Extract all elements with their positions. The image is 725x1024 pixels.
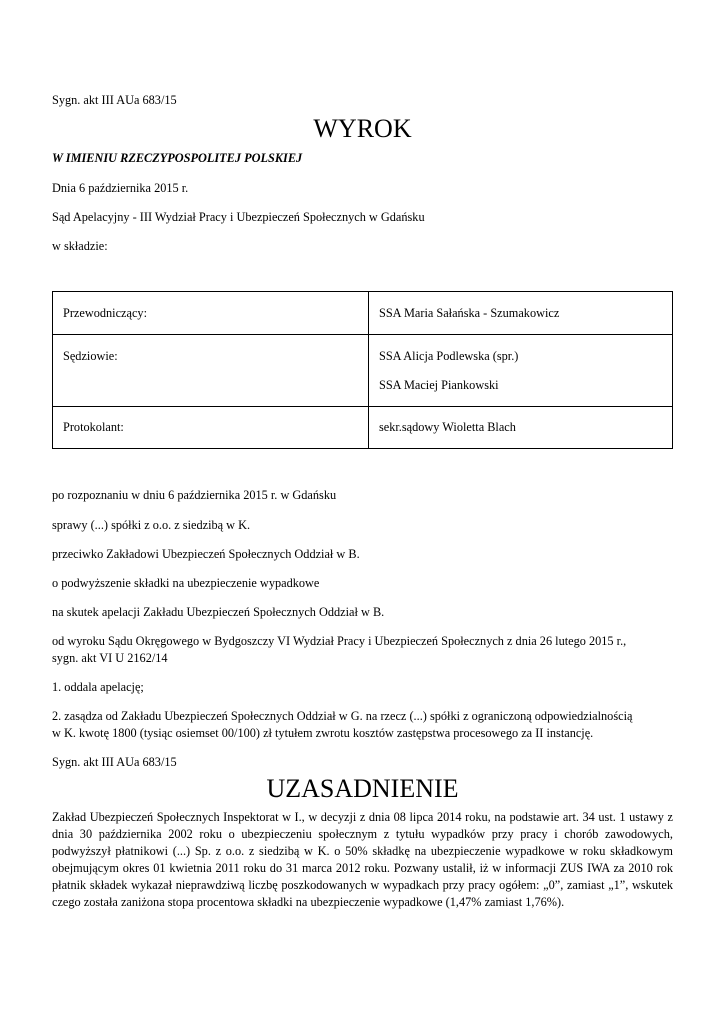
ruling-item: 1. oddala apelację; (52, 680, 144, 694)
panel-name: sekr.sądowy Wioletta Blach (369, 407, 673, 449)
proceedings-line: sygn. akt VI U 2162/14 (52, 651, 168, 665)
table-row (53, 292, 673, 335)
table-row (53, 335, 673, 407)
document-subtitle: W IMIENIU RZECZYPOSPOLITEJ POLSKIEJ (52, 151, 303, 165)
justification-case-number: Sygn. akt III AUa 683/15 (52, 755, 177, 769)
proceedings-line: o podwyższenie składki na ubezpieczenie wypadkowe (52, 576, 320, 590)
judgment-date: Dnia 6 października 2015 r. (52, 181, 189, 195)
justification-paragraph: Zakład Ubezpieczeń Społecznych Inspektorat w I., w decyzji z dnia 08 lipca 2014 roku, na podstawie art. 34 ust. 1 ustawy z dnia 30 października 2002 roku o ubezpieczeniu społecznym z tytułu wypadków przy pracy i chorób zawodowych, podwyższył płatnikowi (...) Sp. z o.o. z siedzibą w K. o 50% składkę na ubezpieczenie wypadkowe w roku składkowym obejmującym okres 01 kwietnia 2011 roku do 31 marca 2012 roku. Pozwany ustalił, iż w informacji ZUS IWA za 2010 rok płatnik składek wykazał nieprawdziwą liczbę poszkodowanych w wypadkach przy pracy ogółem: „0”, zamiast „1”, wskutek czego została zaniżona stopa procentowa składki na ubezpieczenie wypadkowe (1,47% zamiast 1,76%). (52, 810, 673, 909)
panel-name: SSA Maciej Piankowski (379, 378, 499, 392)
case-number: Sygn. akt III AUa 683/15 (52, 93, 177, 107)
panel-name: SSA Alicja Podlewska (spr.) (379, 349, 519, 363)
panel-role: Protokolant: (53, 407, 369, 449)
panel-name: SSA Maria Sałańska - Szumakowicz (369, 292, 673, 335)
proceedings-line: po rozpoznaniu w dniu 6 października 2015 r. w Gdańsku (52, 488, 337, 502)
ruling-item: 2. zasądza od Zakładu Ubezpieczeń Społecznych Oddział w G. na rzecz (...) spółki z ograniczoną odpowiedzialnością (52, 709, 633, 723)
panel-role: Przewodniczący: (53, 292, 369, 335)
proceedings-line: na skutek apelacji Zakładu Ubezpieczeń Społecznych Oddział w B. (52, 605, 385, 619)
composition-intro: w składzie: (52, 239, 108, 253)
panel-role: Sędziowie: (53, 335, 369, 407)
ruling-item: w K. kwotę 1800 (tysiąc osiemset 00/100) zł tytułem zwrotu kosztów zastępstwa procesowego za II instancję. (52, 726, 594, 740)
justification-title: UZASADNIENIE (266, 774, 459, 803)
table-row (53, 407, 673, 449)
proceedings-line: od wyroku Sądu Okręgowego w Bydgoszczy VI Wydział Pracy i Ubezpieczeń Społecznych z dnia 26 lutego 2015 r., (52, 634, 627, 648)
proceedings-line: sprawy (...) spółki z o.o. z siedzibą w K. (52, 518, 251, 532)
document-title: WYROK (313, 114, 412, 143)
court-panel-table (52, 291, 673, 449)
proceedings-line: przeciwko Zakładowi Ubezpieczeń Społecznych Oddział w B. (52, 547, 360, 561)
court-name: Sąd Apelacyjny - III Wydział Pracy i Ubezpieczeń Społecznych w Gdańsku (52, 210, 425, 224)
